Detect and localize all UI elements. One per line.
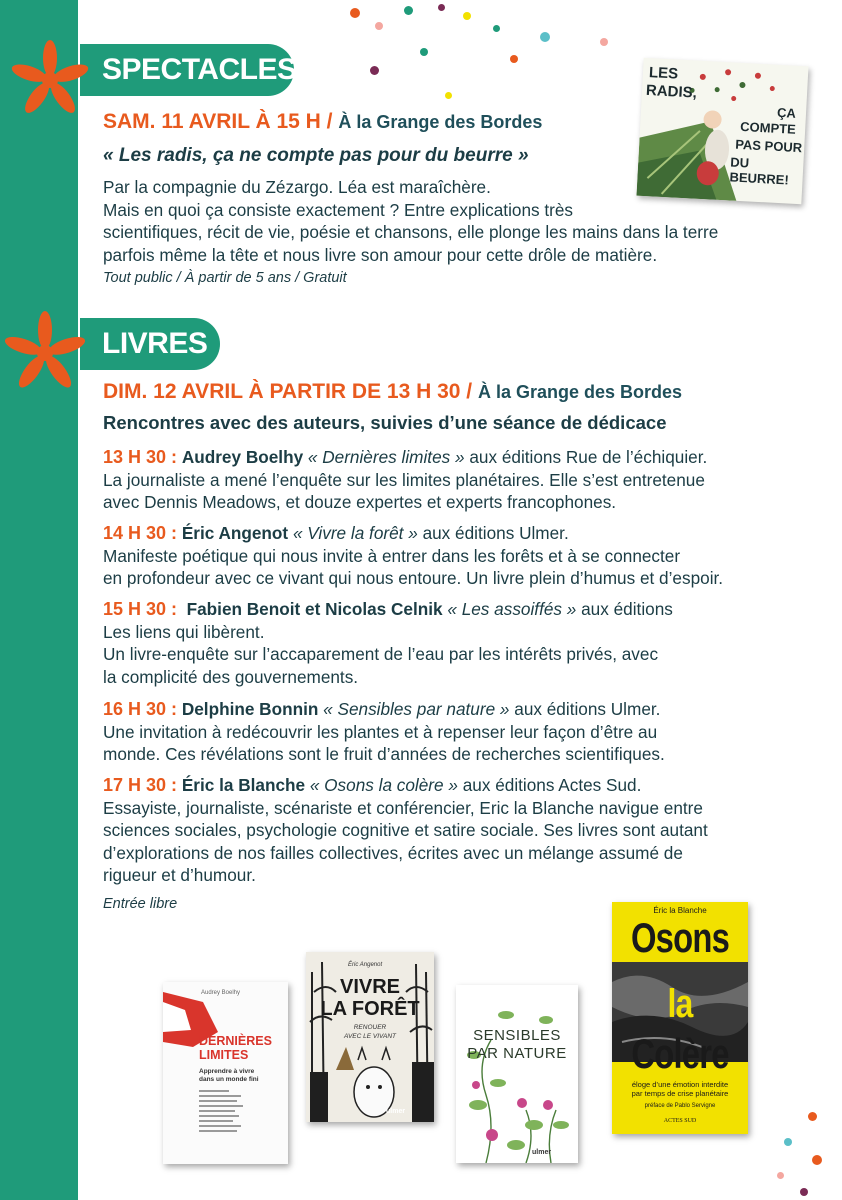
poster-text: ÇA xyxy=(776,104,797,121)
cover-title: DERNIÈRES xyxy=(199,1034,272,1048)
entry-line: Essayiste, journaliste, scénariste et conférencier, Eric la Blanche navigue entre xyxy=(103,797,703,818)
entry-time: 17 H 30 : xyxy=(103,775,178,795)
entry-line: sciences sociales, psychologie cognitive et satire sociale. Ses livres sont autant xyxy=(103,820,708,840)
entry-publisher: aux éditions Rue de l’échiquier. xyxy=(469,447,708,467)
entry-book-title: « Sensibles par nature » xyxy=(323,699,510,719)
spectacles-audience: Tout public / À partir de 5 ans / Gratuit xyxy=(103,270,347,286)
confetti-dot xyxy=(445,92,452,99)
confetti-dot xyxy=(375,22,383,30)
poster-text: PAS POUR xyxy=(734,136,803,156)
entry-line: Manifeste poétique qui nous invite à entrer dans les forêts et à se connecter xyxy=(103,545,681,566)
author-entry xyxy=(103,522,803,590)
show-title: « Les radis, ça ne compte pas pour du beurre » xyxy=(103,145,529,166)
cover-publisher: ACTES SUD xyxy=(663,1118,697,1124)
entry-publisher: aux éditions Actes Sud. xyxy=(462,775,642,795)
entry-book-title: « Vivre la forêt » xyxy=(292,523,418,543)
description-line: parfois même la tête et nous livre son amour pour cette drôle de matière. xyxy=(103,244,658,265)
confetti-dot xyxy=(438,4,445,11)
author-entry xyxy=(103,698,803,766)
cover-subtitle: éloge d’une émotion interdite xyxy=(631,1080,729,1089)
cover-small-text xyxy=(199,1090,259,1140)
confetti-dot xyxy=(420,48,428,56)
confetti-dot xyxy=(404,6,413,15)
cover-publisher: ulmer xyxy=(532,1149,552,1156)
entry-line: la complicité des gouvernements. xyxy=(103,666,359,687)
section-tab-spectacles xyxy=(80,44,297,96)
cover-subtitle: par temps de crise planétaire xyxy=(631,1089,729,1098)
entry-time: 16 H 30 : xyxy=(103,699,178,719)
confetti-dot xyxy=(800,1188,808,1196)
entry-line: Les liens qui libèrent. xyxy=(103,621,265,642)
entry-publisher: aux éditions Ulmer. xyxy=(422,523,569,543)
entry-line: Un livre-enquête sur l’accaparement de l’eau par les intérêts privés, avec xyxy=(103,644,659,664)
cover-title: la xyxy=(667,982,693,1026)
entry-publisher: aux éditions Ulmer. xyxy=(514,699,661,719)
side-band xyxy=(0,0,78,1200)
confetti-dot xyxy=(350,8,360,18)
poster-text: LES xyxy=(648,64,679,83)
entry-time: 14 H 30 : xyxy=(103,523,178,543)
cover-title: Osons xyxy=(630,914,730,961)
section-title-livres: LIVRES xyxy=(102,327,208,360)
confetti-dot xyxy=(510,55,518,63)
description-line: Par la compagnie du Zézargo. Léa est maraîchère. xyxy=(103,177,491,197)
confetti-dot xyxy=(600,38,608,46)
cover-title: VIVRE xyxy=(339,976,401,998)
entry-line: La journaliste a mené l’enquête sur les limites planétaires. Elle s’est entretenue xyxy=(103,469,705,490)
confetti-dot xyxy=(777,1172,784,1179)
section-tab-livres xyxy=(80,318,220,370)
cover-author: Audrey Boelhy xyxy=(201,990,241,996)
section-title-spectacles: SPECTACLES xyxy=(102,53,297,86)
confetti-dot xyxy=(493,25,500,32)
livres-date-line xyxy=(103,380,682,404)
entry-line: Une invitation à redécouvrir les plantes et à repenser leur façon d’être au xyxy=(103,721,658,742)
entry-free-note: Entrée libre xyxy=(103,896,178,912)
cover-title: PAR NATURE xyxy=(467,1045,567,1062)
cover-title: LIMITES xyxy=(199,1048,249,1062)
spectacles-venue: À la Grange des Bordes xyxy=(338,112,543,132)
entry-book-title: « Dernières limites » xyxy=(307,447,465,467)
entry-author: Delphine Bonnin xyxy=(181,699,319,719)
confetti-dot xyxy=(784,1138,792,1146)
book-cover-sensibles-par-nature xyxy=(456,985,578,1163)
radis-poster xyxy=(637,58,809,204)
livres-date: DIM. 12 AVRIL À PARTIR DE 13 H 30 / xyxy=(103,380,473,403)
description-line: scientifiques, récit de vie, poésie et chansons, elle plonge les mains dans la terre xyxy=(103,222,719,242)
cover-preface: préface de Pablo Servigne xyxy=(644,1103,716,1109)
entry-author: Éric Angenot xyxy=(181,523,289,543)
author-entry xyxy=(103,774,803,887)
cover-title: SENSIBLES xyxy=(473,1027,561,1044)
confetti-dot xyxy=(463,12,471,20)
cover-subtitle: RENOUER xyxy=(353,1024,387,1031)
cover-title: Colère xyxy=(631,1030,729,1077)
confetti-dot xyxy=(540,32,550,42)
book-cover-dernieres-limites xyxy=(163,982,288,1164)
entry-book-title: « Osons la colère » xyxy=(309,775,458,795)
entry-book-title: « Les assoiffés » xyxy=(447,599,577,619)
spectacles-date-line xyxy=(103,110,542,134)
livres-venue: À la Grange des Bordes xyxy=(477,382,683,402)
cover-subtitle: Apprendre à vivre xyxy=(199,1068,255,1075)
entry-line: rigueur et d’humour. xyxy=(103,865,256,885)
entry-time: 15 H 30 : xyxy=(103,599,178,619)
cover-title: LA FORÊT xyxy=(320,998,420,1020)
cover-author: Éric Angenot xyxy=(348,962,383,968)
spectacles-date: SAM. 11 AVRIL À 15 H / xyxy=(103,110,333,133)
confetti-dot xyxy=(812,1155,822,1165)
confetti-dot xyxy=(808,1112,817,1121)
cover-illustration xyxy=(456,985,578,1163)
poster-text: DU BEURRE! xyxy=(729,154,790,188)
description-line: Mais en quoi ça consiste exactement ? Entre explications très xyxy=(103,199,574,220)
cover-subtitle: AVEC LE VIVANT xyxy=(343,1033,397,1040)
entry-line: avec Dennis Meadows, et douze expertes et experts francophones. xyxy=(103,492,617,512)
entry-publisher: aux éditions xyxy=(581,599,673,619)
entry-line: d’explorations de nos failles collectives, écrites avec un mélange assumé de xyxy=(103,842,683,863)
cover-subtitle: dans un monde fini xyxy=(199,1076,259,1083)
entry-line: monde. Ces révélations sont le fruit d’années de recherches scientifiques. xyxy=(103,744,665,764)
livres-subtitle: Rencontres avec des auteurs, suivies d’une séance de dédicace xyxy=(103,412,667,433)
flower-icon xyxy=(0,308,90,398)
entry-time: 13 H 30 : xyxy=(103,447,178,467)
entry-line: en profondeur avec ce vivant qui nous entoure. Un livre plein d’humus et d’espoir. xyxy=(103,568,724,588)
entry-author: Éric la Blanche xyxy=(181,775,306,795)
poster-text: COMPTE xyxy=(739,118,797,137)
flower-icon xyxy=(8,38,92,122)
entry-author: Fabien Benoit et Nicolas Celnik xyxy=(186,599,443,619)
confetti-dot xyxy=(370,66,379,75)
poster-text: RADIS, xyxy=(645,81,698,102)
book-cover-vivre-la-foret xyxy=(306,952,434,1122)
cover-publisher: ulmer xyxy=(386,1108,406,1115)
book-cover-osons-la-colere xyxy=(612,902,748,1134)
entry-author: Audrey Boelhy xyxy=(181,447,304,467)
author-entry xyxy=(103,446,803,514)
author-entry xyxy=(103,598,803,688)
cover-author: Éric la Blanche xyxy=(653,906,707,915)
